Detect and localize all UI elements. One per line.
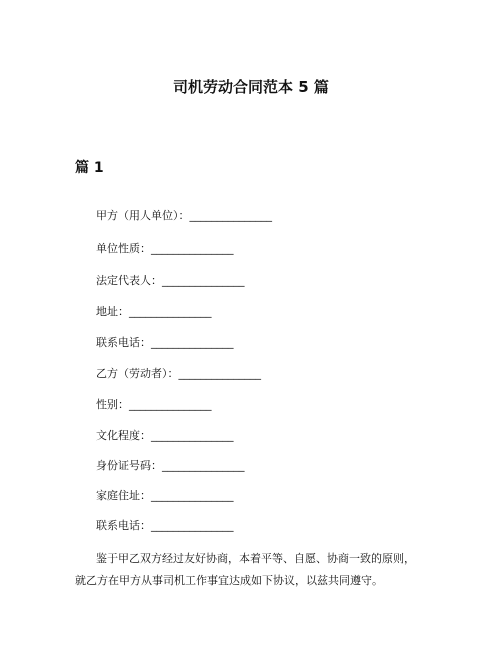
paragraph-line: 鉴于甲乙双方经过友好协商，本着平等、自愿、协商一致的原则， (96, 552, 415, 565)
field-party-b: 乙方（劳动者）：_______________ (96, 367, 261, 380)
field-phone-party-b: 联系电话：_______________ (96, 519, 234, 532)
field-education: 文化程度：_______________ (96, 429, 234, 442)
field-id-number: 身份证号码：_______________ (96, 459, 245, 472)
field-address: 地址：_______________ (96, 305, 212, 318)
field-home-address: 家庭住址：_______________ (96, 489, 234, 502)
field-unit-nature: 单位性质：_______________ (96, 242, 234, 255)
paragraph-line: 就乙方在甲方从事司机工作事宜达成如下协议，以兹共同遵守。 (75, 574, 383, 587)
document-title: 司机劳动合同范本 5 篇 (173, 78, 329, 96)
field-phone-party-a: 联系电话：_______________ (96, 336, 234, 349)
field-legal-representative: 法定代表人：_______________ (96, 274, 245, 287)
section-heading: 篇 1 (75, 160, 104, 176)
agreement-paragraph (75, 548, 441, 592)
field-gender: 性别：_______________ (96, 398, 212, 411)
field-party-a: 甲方（用人单位）：_______________ (96, 209, 272, 222)
